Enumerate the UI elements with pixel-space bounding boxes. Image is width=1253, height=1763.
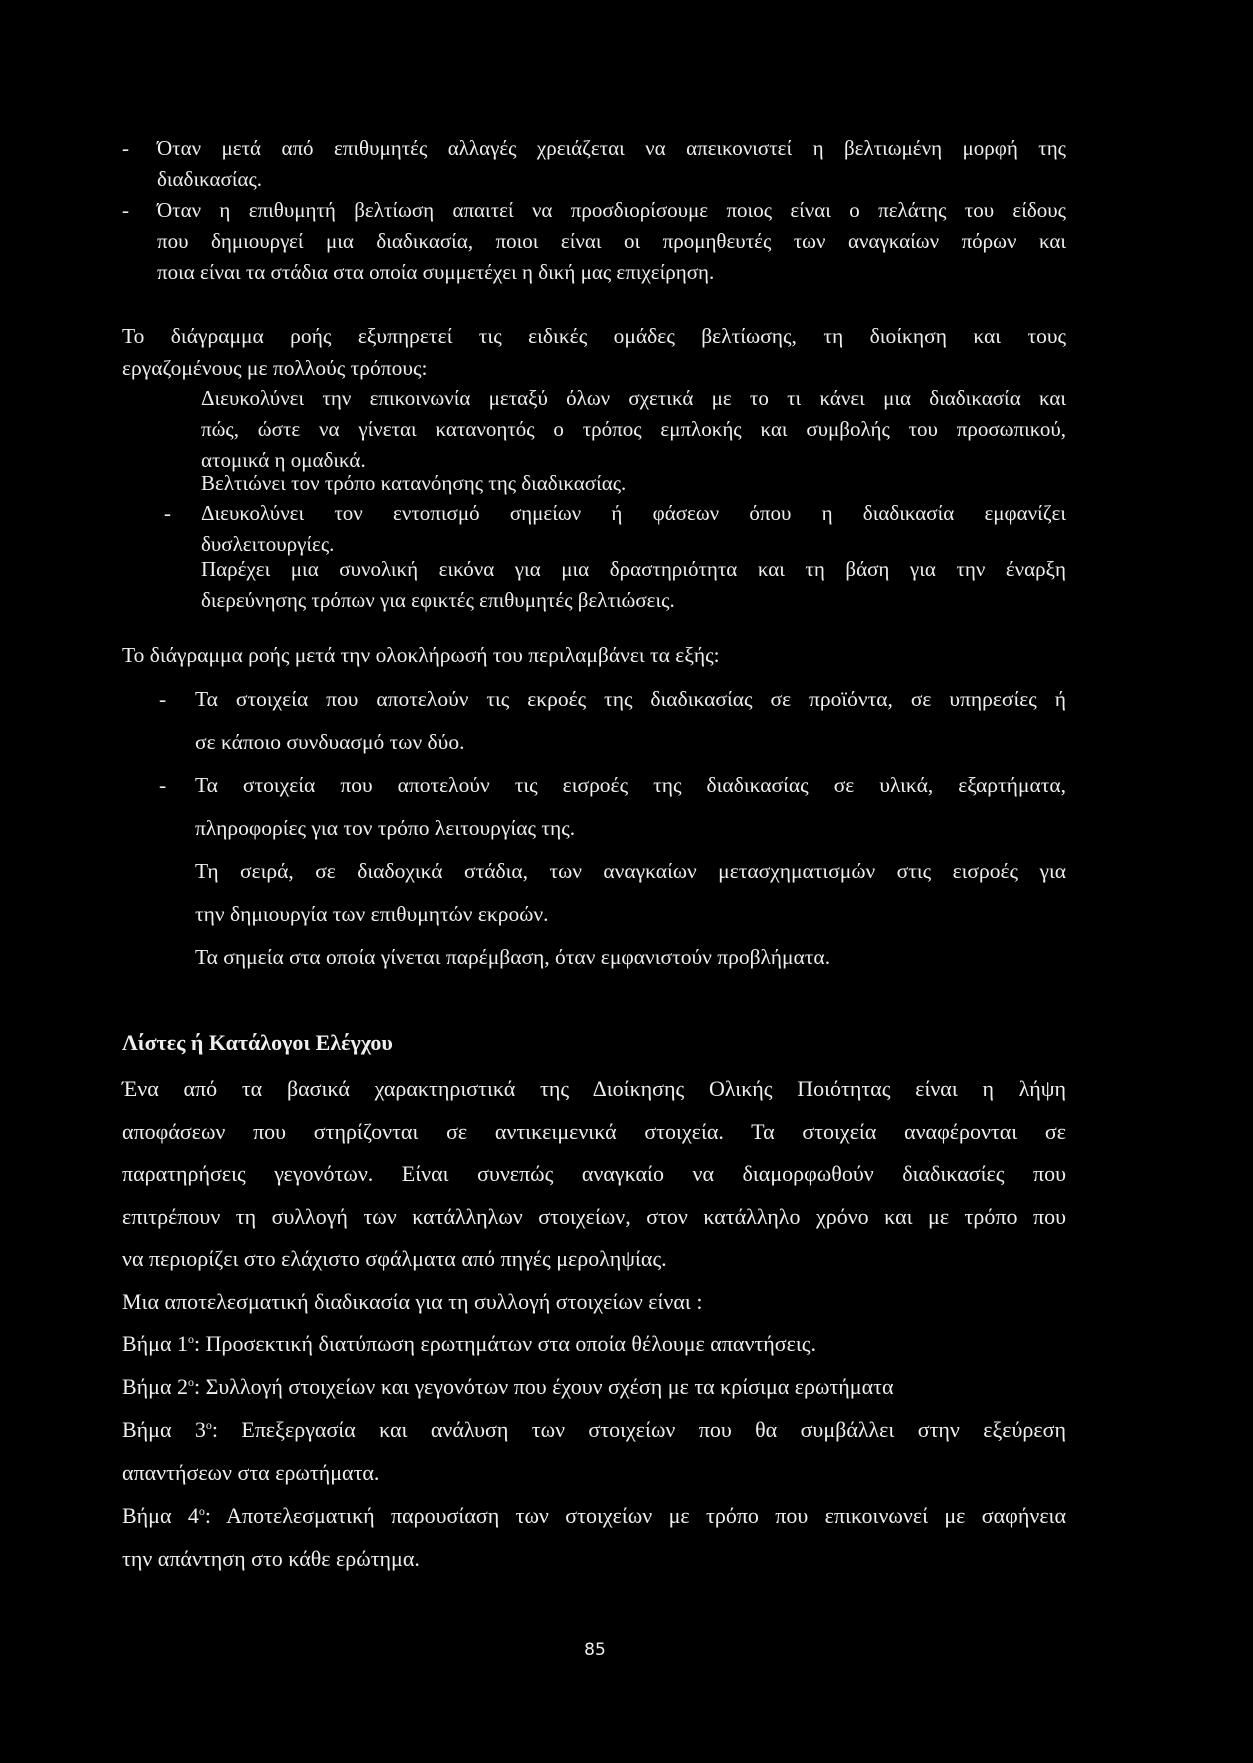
flow-use-3: Διευκολύνει τον εντοπισμό σημείων ή φάσεων όπου η διαδικασία εμφανίζει δυσλειτουργίες. (201, 501, 1066, 556)
step-1: Βήμα $1^o$: Προσεκτική διατύπωση ερωτημάτων στα οποία θέλουμε απαντήσεις. (122, 1331, 816, 1356)
flow-use-4: Παρέχει μια συνολική εικόνα για μια δραστηριότητα και τη βάση για την έναρξη διερεύνησης τρόπων για εφικτές επιθυμητές βελτιώσεις. (201, 557, 1066, 612)
bullet-dash: - (122, 136, 129, 160)
bullet-dash: - (159, 687, 167, 711)
bullet-dash: - (159, 773, 167, 797)
checklist-paragraph: Ένα από τα βασικά χαρακτηριστικά της Διοίκησης Ολικής Ποιότητας είναι η λήψη αποφάσεων που στηρίζονται σε αντικειμενικά στοιχεία. Τα στοιχεία αναφέρονται σε παρατηρήσεις γεγονότων. Είναι συνεπώς αναγκαίο να διαμορφωθούν διαδικασίες που επιτρέπουν τη συλλογή των κατάλληλων στοιχείων, στον κατάλληλο χρόνο και με τρόπο που να περιορίζει στο ελάχιστο σφάλματα από πηγές μεροληψίας. (122, 1076, 1066, 1271)
top-bullet-2: Όταν η επιθυμητή βελτίωση απαιτεί να προσδιορίσουμε ποιος είναι ο πελάτης του είδους που δημιουργεί μια διαδικασία, ποιοι είναι οι προμηθευτές των αναγκαίων πόρων και ποια είναι τα στάδια στα οποία συμμετέχει η δική μας επιχείρηση. (157, 198, 1066, 284)
step-4: Βήμα $4^o$: Αποτελεσματική παρουσίαση των στοιχείων με τρόπο που επικοινωνεί με σαφήνεια την απάντηση στο κάθε ερώτημα. (122, 1503, 1067, 1571)
process-intro: Μια αποτελεσματική διαδικασία για τη συλλογή στοιχείων είναι : (122, 1289, 703, 1314)
completion-item-4: Τα σημεία στα οποία γίνεται παρέμβαση, όταν εμφανιστούν προβλήματα. (195, 945, 831, 969)
completion-item-3: Τη σειρά, σε διαδοχικά στάδια, των αναγκαίων μετασχηματισμών στις εισροές για την δημιουργία των επιθυμητών εκροών. (195, 859, 1066, 926)
top-bullet-1: Όταν μετά από επιθυμητές αλλαγές χρειάζεται να απεικονιστεί η βελτιωμένη μορφή της διαδικασίας. (157, 136, 1066, 191)
page-number: 85 (584, 1640, 606, 1660)
flow-use-1: Διευκολύνει την επικοινωνία μεταξύ όλων σχετικά με το τι κάνει μια διαδικασία και πώς, ώστε να γίνεται κατανοητός ο τρόπος εμπλοκής και συμβολής του προσωπικού, ατομικά η ομαδικά. (201, 386, 1066, 472)
step-3: Βήμα $3^o$: Επεξεργασία και ανάλυση των στοιχείων που θα συμβάλλει στην εξεύρεση απαντήσεων στα ερωτήματα. (122, 1417, 1067, 1485)
section-heading: Λίστες ή Κατάλογοι Ελέγχου (122, 1030, 393, 1055)
completion-intro: Το διάγραμμα ροής μετά την ολοκλήρωσή του περιλαμβάνει τα εξής: (122, 643, 720, 667)
bullet-dash: - (164, 501, 171, 525)
completion-item-2: Τα στοιχεία που αποτελούν τις εισροές της διαδικασίας σε υλικά, εξαρτήματα, πληροφορίες για τον τρόπο λειτουργίας της. (195, 773, 1066, 840)
flow-use-2: Βελτιώνει τον τρόπο κατανόησης της διαδικασίας. (201, 471, 627, 495)
completion-item-1: Τα στοιχεία που αποτελούν τις εκροές της διαδικασίας σε προϊόντα, σε υπηρεσίες ή σε κάποιο συνδυασμό των δύο. (195, 687, 1066, 754)
bullet-dash: - (122, 198, 129, 222)
flow-intro-paragraph: Το διάγραμμα ροής εξυπηρετεί τις ειδικές ομάδες βελτίωσης, τη διοίκηση και τους εργαζομένους με πολλούς τρόπους: (122, 324, 1066, 380)
step-2: Βήμα $2^o$: Συλλογή στοιχείων και γεγονότων που έχουν σχέση με τα κρίσιμα ερωτήματα (122, 1374, 894, 1399)
